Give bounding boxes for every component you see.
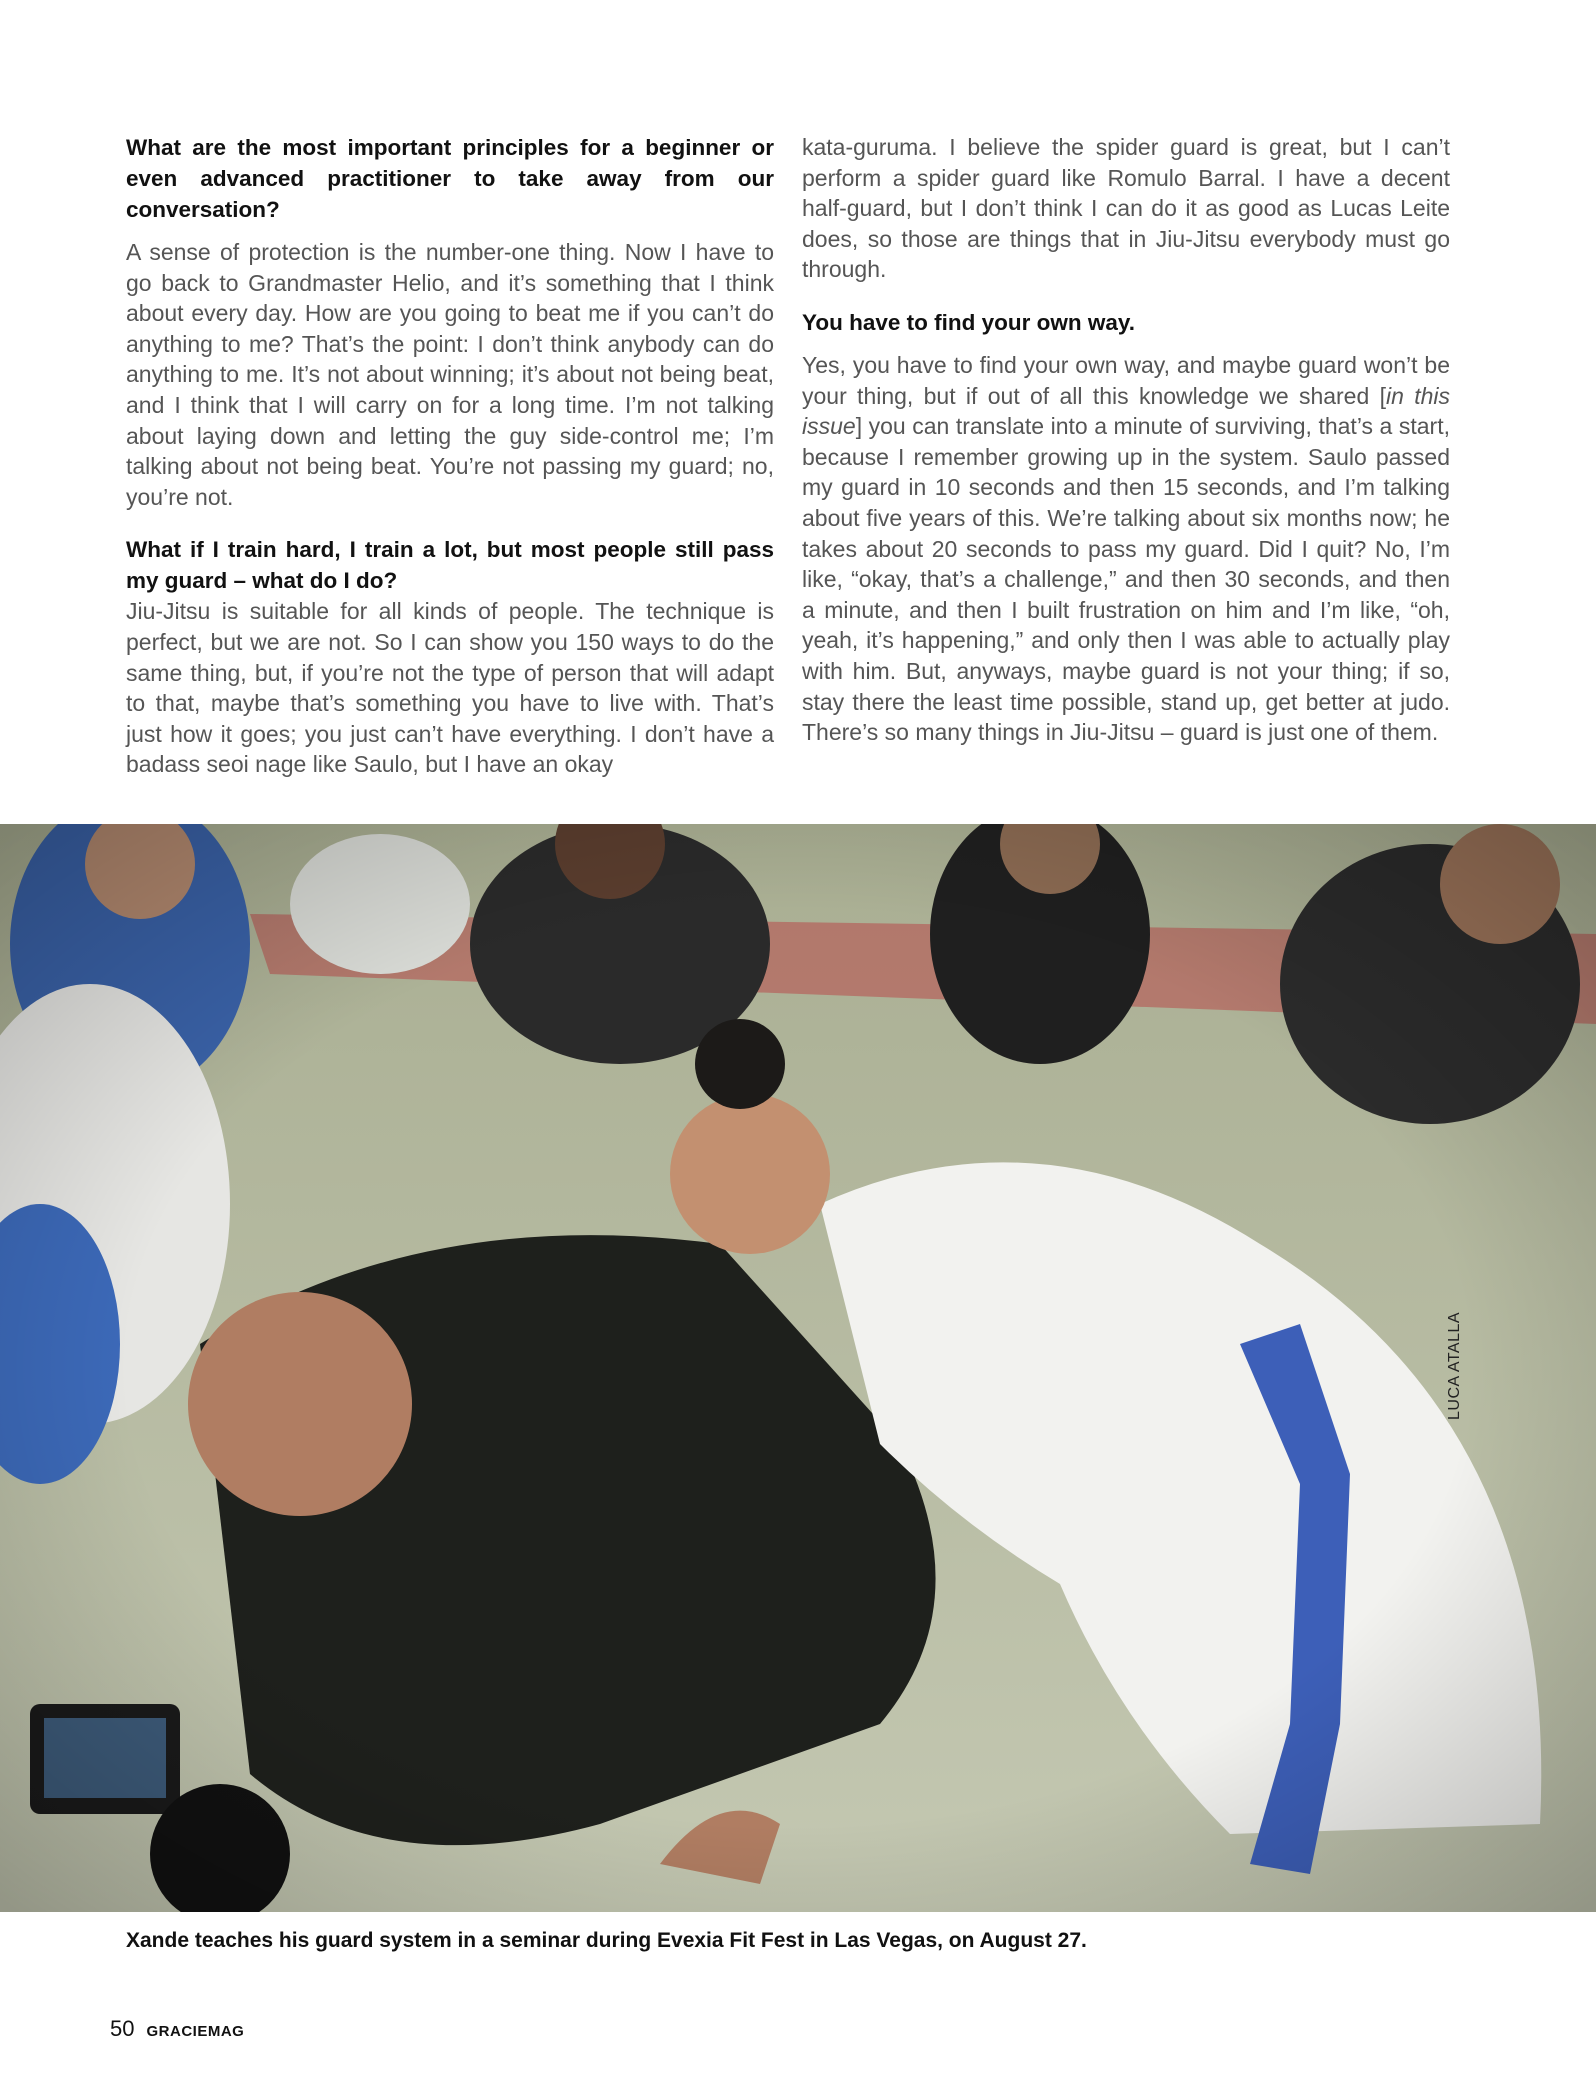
- seminar-photo: [0, 824, 1596, 1912]
- right-column: [802, 132, 1450, 748]
- answer-text-part: Yes, you have to find your own way, and maybe guard won’t be your thing, but if out of all this knowledge we shared [: [802, 351, 1450, 409]
- answer-principles: A sense of protection is the number-one thing. Now I have to go back to Grandmaster Helio, and it’s something that I think about every day. How are you going to beat me if you can’t do anything to me? That’s the point: I don’t think anybody can do anything to me. It’s not about winning; it’s about not being beat, and I think that I will carry on for a long time. I’m not talking about laying down and letting the guy side-control me; I’m talking about not being beat. You’re not passing my guard; no, you’re not.: [126, 239, 774, 510]
- seminar-photo-illustration: [0, 824, 1596, 1912]
- magazine-name: GRACIEMAG: [146, 2023, 245, 2040]
- answer-guard-passed: Jiu-Jitsu is suitable for all kinds of people. The technique is perfect, but we are not. So I can show you 150 ways to do the same thing, but, if you’re not the type of person that will adapt to that, maybe that’s something you have to live with. That’s just how it goes; you just can’t have everything. I don’t have a badass seoi nage like Saulo, but I have an okay: [126, 598, 774, 778]
- page-number: 50: [110, 2016, 135, 2041]
- photo-caption: Xande teaches his guard system in a seminar during Evexia Fit Fest in Las Vegas, on August 27.: [126, 1929, 1087, 1952]
- answer-italic-text: in this issue: [802, 382, 1450, 440]
- answer-guard-passed-continued: kata-guruma. I believe the spider guard is great, but I can’t perform a spider guard like Romulo Barral. I have a decent half-guard, but I don’t think I can do it as good as Lucas Leite does, so those are things that in Jiu-Jitsu everybody must go through.: [802, 134, 1450, 283]
- heading-find-your-own-way: You have to find your own way.: [802, 309, 1135, 335]
- question-guard-passed: What if I train hard, I train a lot, but most people still pass my guard – what do I do?: [126, 537, 774, 594]
- page-footer: [110, 2016, 244, 2042]
- left-column: [126, 132, 774, 780]
- question-principles: What are the most important principles for a beginner or even advanced practitioner to take away from our conversation?: [126, 135, 774, 222]
- answer-find-your-own-way: [802, 350, 1450, 748]
- answer-text-part: ] you can translate into a minute of surviving, that’s a start, because I remember growing up in the system. Saulo passed my guard in 10 seconds and then 15 seconds, and I’m talking about five years of this. We’re talking about six months now; he takes about 20 seconds to pass my guard. Did I quit? No, I’m like, “okay, that’s a challenge,” and then 30 seconds, and then a minute, and then I built frustration on him and I’m like, “oh, yeah, it’s happening,” and only then I was able to actually play with him. But, anyways, maybe guard is not your thing; if so, stay there the least time possible, stand up, get better at judo. There’s so many things in Jiu-Jitsu – guard is just one of them.: [802, 413, 1450, 746]
- photo-credit: LUCA ATALLA: [1446, 1311, 1463, 1420]
